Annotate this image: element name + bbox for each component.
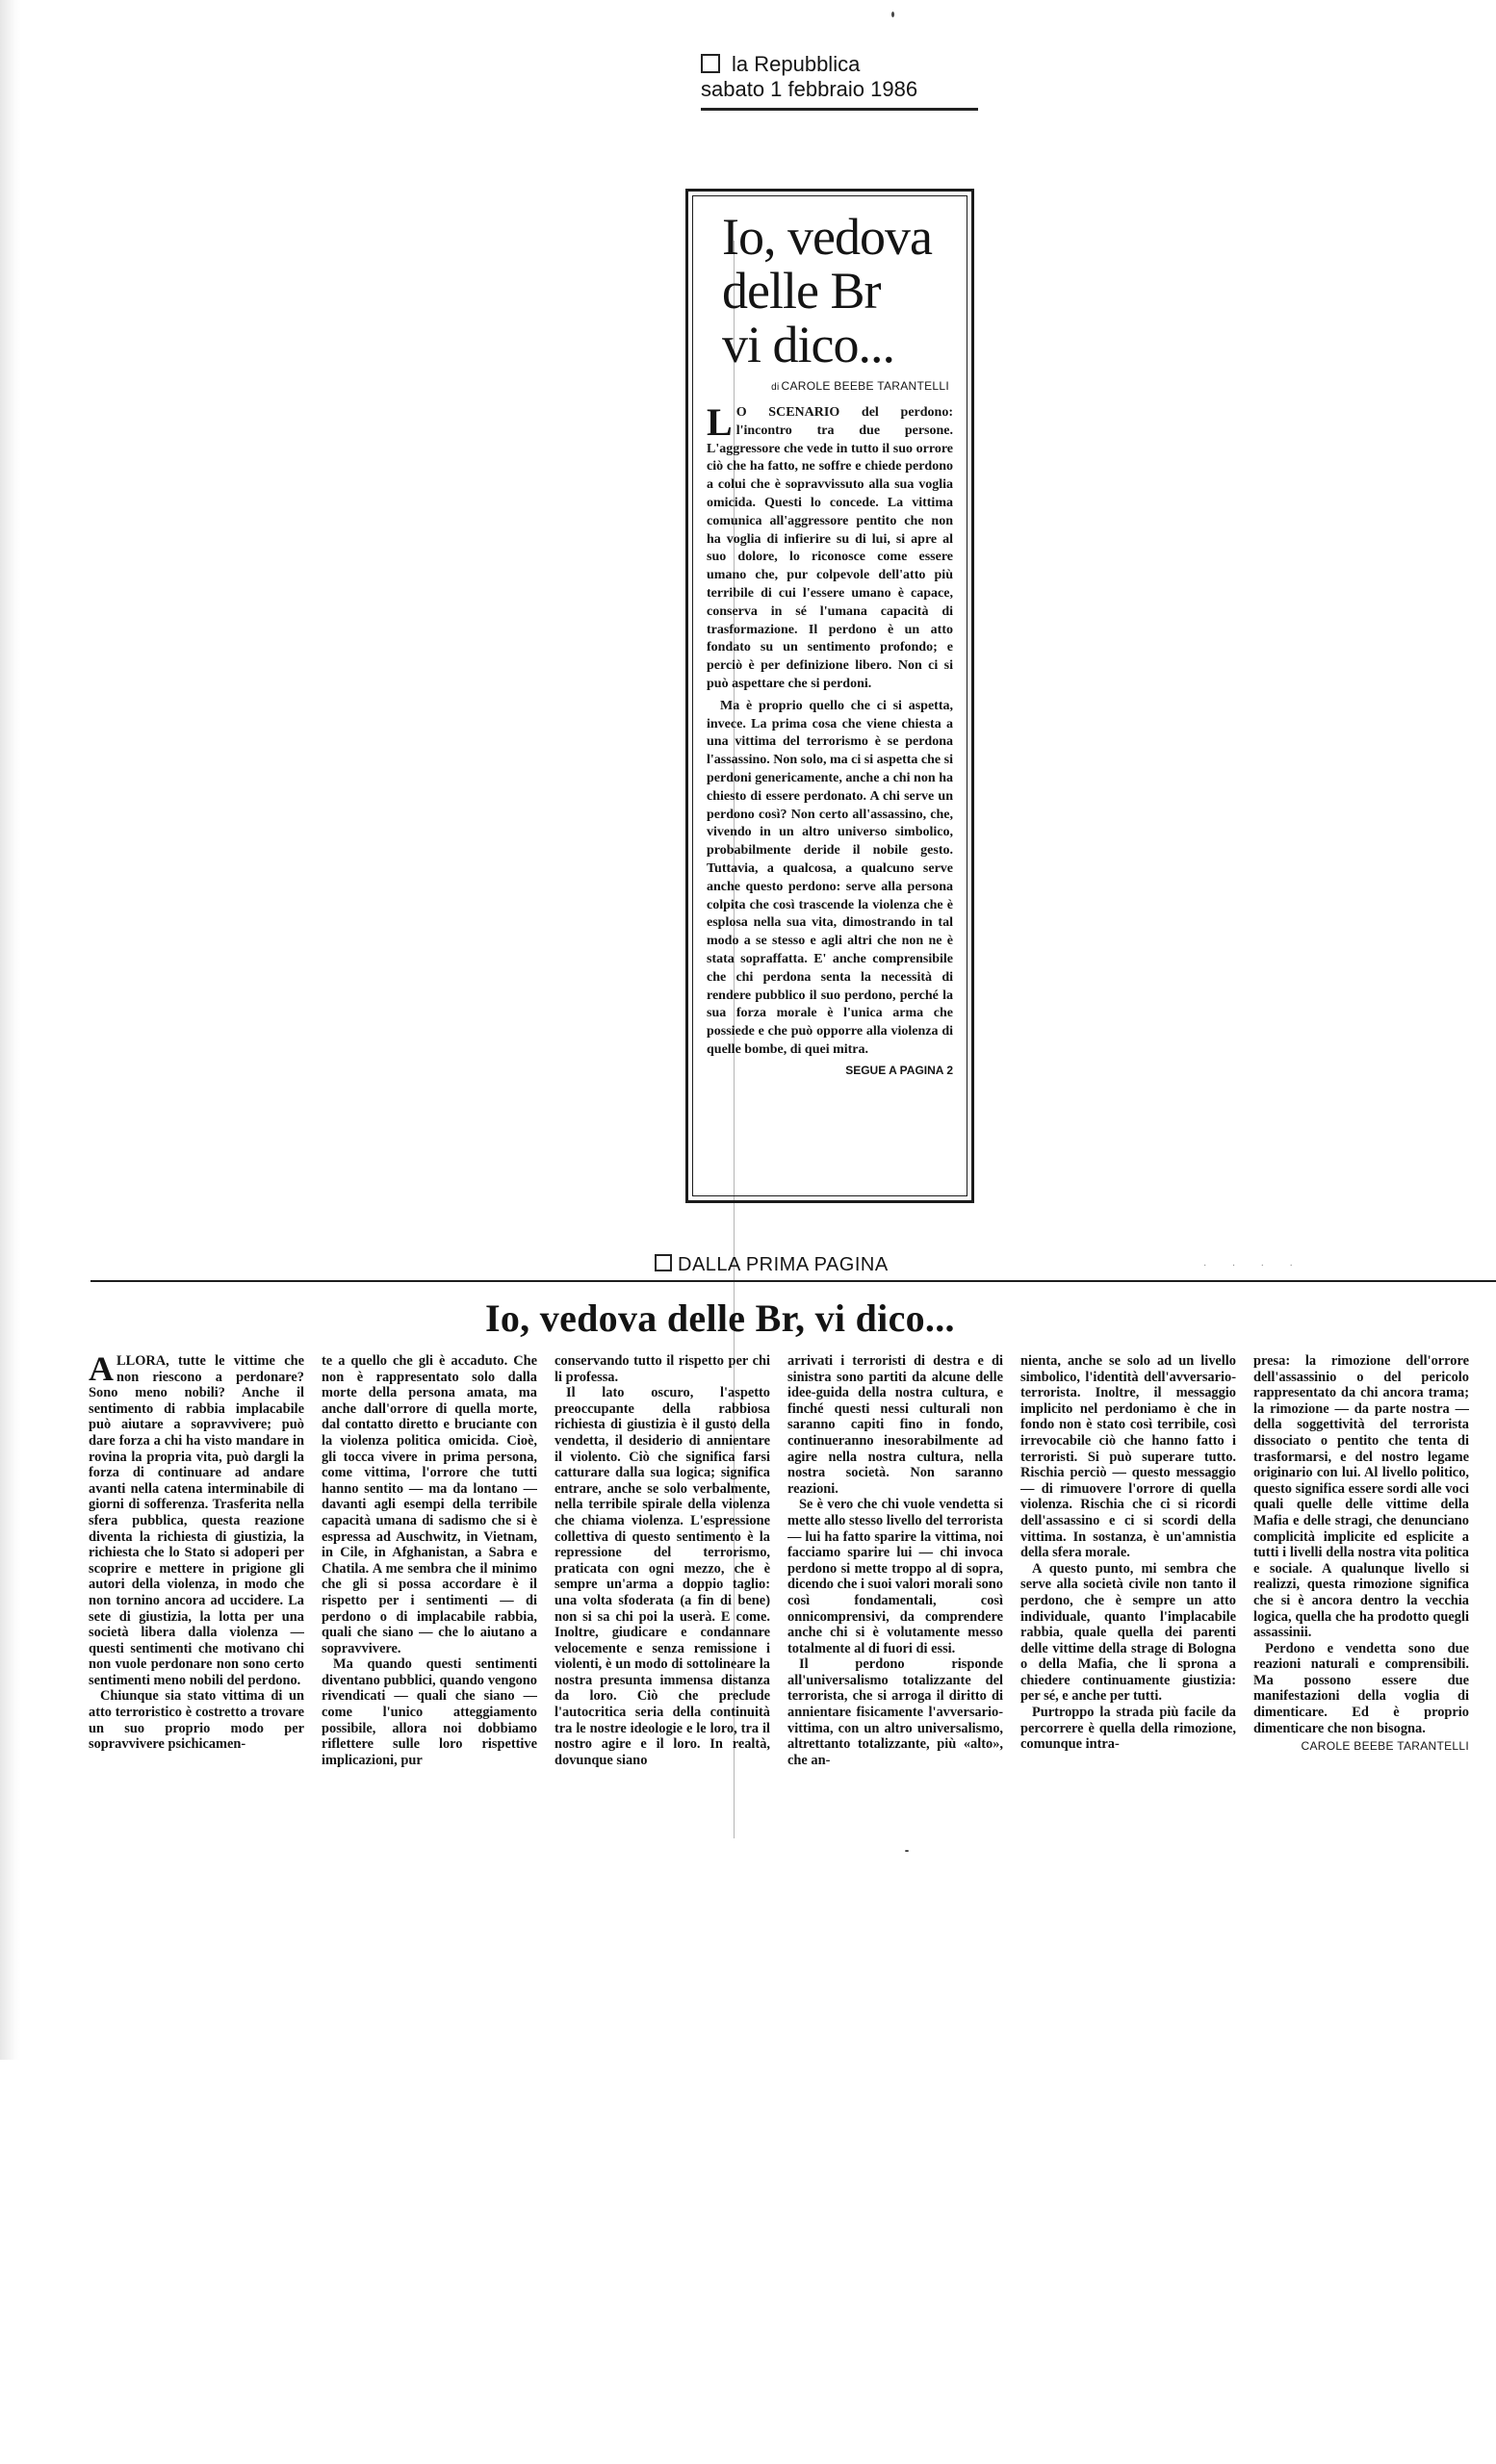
byline-prefix: di	[771, 382, 780, 393]
col6-paragraph-1: presa: la rimozione dell'orrore dell'assassinio o del pericolo rappresentato da chi ancora trama; la rimozione — da parte nostra — della soggettività del terrorista dissociato o pentito che tenta di trasformarsi, e del nostro legame originario con lui. Al livello politico, questo significa essere sordi alle voci quali quelle delle vittime della Mafia e delle stragi, che denunciano complicità implicite ed esplicite a tutti i livelli della nostra vita politica e sociale. A qualunque livello si realizzi, questa rimozione significa che si è ancora dentro la vecchia logica, quella che ha prodotto quegli assassinii.	[1253, 1353, 1469, 1641]
front-page-article-box	[685, 189, 974, 1203]
col1-paragraph-1	[89, 1353, 304, 1688]
scan-speck	[891, 12, 894, 17]
paragraph-1-text: O SCENARIO del perdono: l'incontro tra due persone. L'aggressore che vede in tutto il suo orrore ciò che ha fatto, ne soffre e chiede perdono a colui che è sopravvissuto alla sua voglia omicida. Questi lo concede. La vittima comunica all'aggressore pentito che non ha voglia di infierire su di lui, si apre al suo dolore, lo riconosce come essere umano che, pur colpevole dell'atto più terribile di cui l'essere umano è capace, conserva in sé l'umana capacità di trasformazione. Il perdono è un atto fondato su un sentimento profondo; e perciò è per definizione libero. Non ci si può aspettare che si perdoni.	[707, 405, 953, 691]
scan-edge-shadow	[0, 0, 21, 2060]
section-square-icon	[655, 1254, 672, 1271]
column-1	[89, 1353, 304, 1815]
article-body	[707, 400, 953, 1060]
drop-cap: L	[707, 400, 733, 444]
column-3	[555, 1353, 770, 1815]
issue-date: sabato 1 febbraio 1986	[701, 77, 918, 101]
col2-paragraph-1: te a quello che gli è accaduto. Che non è rappresentato solo dalla morte della persona amata, ma anche dall'orrore di quella morte, dal contatto diretto e bruciante con la violenza politica omicida. Cioè, gli tocca vivere in prima persona, come vittima, l'orrore che tutti hanno sentito — ma da lontano — davanti agli esempi della terribile capacità umana di sadismo che si è espressa ad Auschwitz, in Vietnam, in Cile, in Afghanistan, a Sabra e Chatila. A me sembra che il minimo che gli si possa accordare è il rispetto per i sentimenti — di perdono o di implacabile rabbia, quali che siano — che lo aiutano a sopravvivere.	[322, 1353, 537, 1656]
masthead	[701, 52, 978, 111]
column-2	[322, 1353, 537, 1815]
article-paragraph-1	[707, 400, 953, 694]
col1-paragraph-1-text: LLORA, tutte le vittime che non riescono a perdonare? Sono meno nobili? Anche il sentimento di rabbia implacabile può aiutare a sopravvivere; può dare forza a chi ha visto mandare in rovina la propria vita, può dargli la forza di continuare ad andare avanti nella catena interminabile di giorni di sofferenza. Trasferita nella sfera pubblica, questa reazione diventa la richiesta di giustizia, la richiesta che lo Stato si adoperi per scoprire e mettere in prigione gli autori della violenza, in modo che non tornino ancora ad uccidere. La sete di giustizia, la lotta per una società libera dalla violenza — questi sentimenti che motivano chi non vuole perdonare non sono certo sentimenti meno nobili del perdono.	[89, 1353, 304, 1688]
column-4	[787, 1353, 1003, 1815]
newspaper-name	[701, 52, 978, 77]
col2-paragraph-2: Ma quando questi sentimenti diventano pubblici, quando vengono rivendicati — quali che siano — come l'unico atteggiamento possibile, allora noi dobbiamo riflettere sulle loro rispettive implicazioni, pur	[322, 1656, 537, 1768]
col4-paragraph-1: arrivati i terroristi di destra e di sinistra sono partiti da alcune delle idee-guida della nostra cultura, e finché questi nessi culturali non saranno capiti fino in fondo, continueranno inesorabilmente ad agire nella nostra cultura, nella nostra società. Non saranno reazioni.	[787, 1353, 1003, 1497]
section-label	[655, 1254, 972, 1276]
column-6	[1253, 1353, 1469, 1815]
drop-cap: A	[89, 1353, 114, 1388]
column-5	[1020, 1353, 1236, 1815]
col3-paragraph-2: Il lato oscuro, l'aspetto preoccupante della rabbiosa richiesta di giustizia è il gusto della vendetta, il desiderio di annientare il violento. Ciò che significa farsi catturare dalla sua logica; significa entrare, anche se solo verbalmente, nella terribile spirale della violenza che chiama violenza. L'espressione collettiva di questo sentimento è la repressione del terrorismo, praticata con ogni mezzo, che è sempre un'arma a doppio taglio: una volta sfoderata (a fin di bene) non si sa chi poi la userà. E come. Inoltre, giudicare e condannare velocemente e senza remissione i violenti, è un modo di sottolineare la nostra presunta immensa distanza da loro. Ciò che preclude l'autocritica seria della continuità tra le nostre ideologie e le loro, tra il nostro agire e il loro. In realtà, dovunque siano	[555, 1385, 770, 1768]
col4-paragraph-3: Il perdono risponde all'universalismo totalizzante del terrorista, che si arroga il diritto di annientare fisicamente l'avversario-vittima, con un altro universalismo, altrettanto totalizzante, più «alto», che an-	[787, 1656, 1003, 1768]
author-signature: CAROLE BEEBE TARANTELLI	[1301, 1739, 1469, 1754]
col5-paragraph-1: nienta, anche se solo ad un livello simbolico, l'identità dell'avversario-terrorista. Inoltre, il messaggio implicito nel perdoniamo è che in fondo non è stato così terribile, così irrevocabile ciò che hanno fatto i terroristi. Si può superare tutto. Rischia perciò — questo messaggio — di rimuovere l'orrore di quella violenza. Rischia che ci si ricordi dell'assassino e ci si scordi della vittima. In sostanza, è un'amnistia della sfera morale.	[1020, 1353, 1236, 1561]
col5-paragraph-3: Purtroppo la strada più facile da percorrere è quella della rimozione, comunque intra-	[1020, 1705, 1236, 1753]
article-headline	[722, 210, 953, 372]
continuation-columns	[89, 1353, 1496, 1815]
section-rule	[90, 1280, 1496, 1282]
article-byline	[707, 379, 949, 393]
col4-paragraph-2: Se è vero che chi vuole vendetta si mette allo stesso livello del terrorista — lui ha fatto sparire la vittima, noi facciamo sparire lui — chi invoca perdono si mette troppo al di sopra, dicendo che i suoi valori morali sono così fondamentali, così onnicomprensivi, da comprendere anche chi si è volutamente messo totalmente al di fuori di essi.	[787, 1497, 1003, 1656]
byline-author: CAROLE BEEBE TARANTELLI	[781, 379, 949, 393]
newspaper-title: la Repubblica	[732, 52, 861, 76]
headline-line-1: Io, vedova	[722, 208, 932, 266]
article-paragraph-2: Ma è proprio quello che ci si aspetta, invece. La prima cosa che viene chiesta a una vittima del terrorismo è se perdona l'assassino. Non solo, ma ci si aspetta che si perdoni genericamente, anche a chi non ha chiesto di essere perdonato. A chi serve un perdono così? Non certo all'assassino, che, vivendo in un altro universo simbolico, probabilmente deride il nobile gesto. Tuttavia, a qualcosa, a qualcuno serve anche questo perdono: serve alla persona colpita che così trascende la violenza che è esplosa nella sua vita, dimostrando in tal modo a se stesso e agli altri che non ne è stata sopraffatta. E' anche comprensibile che chi perdona senta la necessità di rendere pubblico il suo perdono, perché la sua forza morale è l'unica arma che possiede e che può opporre alla violenza di quelle bombe, di quei mitra.	[707, 698, 953, 1057]
col1-paragraph-2: Chiunque sia stato vittima di un atto terroristico è costretto a trovare un suo proprio modo per sopravvivere psichicamen-	[89, 1688, 304, 1753]
headline-line-3: vi dico...	[722, 316, 894, 373]
scan-speck	[905, 1850, 909, 1852]
col5-paragraph-2: A questo punto, mi sembra che serve alla società civile non tanto il perdono, che è sempre un atto individuale, quanto l'implacabile rabbia, quale quella dei parenti delle vittime della strage di Bologna o della Mafia, che li sprona a chiedere continuamente giustizia: per sé, e anche per tutti.	[1020, 1560, 1236, 1705]
continuation-headline: Io, vedova delle Br, vi dico...	[485, 1296, 955, 1340]
col3-paragraph-1: conservando tutto il rispetto per chi li professa.	[555, 1353, 770, 1385]
section-label-text: DALLA PRIMA PAGINA	[678, 1254, 889, 1275]
masthead-rule	[701, 108, 978, 111]
masthead-square-icon	[701, 54, 720, 73]
col6-paragraph-2: Perdono e vendetta sono due reazioni naturali e comprensibili. Ma possono essere due manifestazioni della voglia di dimenticare. Ed è proprio dimenticare che non bisogna.	[1253, 1640, 1469, 1736]
article-box-frame	[692, 195, 967, 1196]
scan-specks: · · · ·	[1203, 1261, 1304, 1271]
headline-line-2: delle Br	[722, 262, 881, 320]
continued-on-page-2: SEGUE A PAGINA 2	[845, 1063, 953, 1077]
